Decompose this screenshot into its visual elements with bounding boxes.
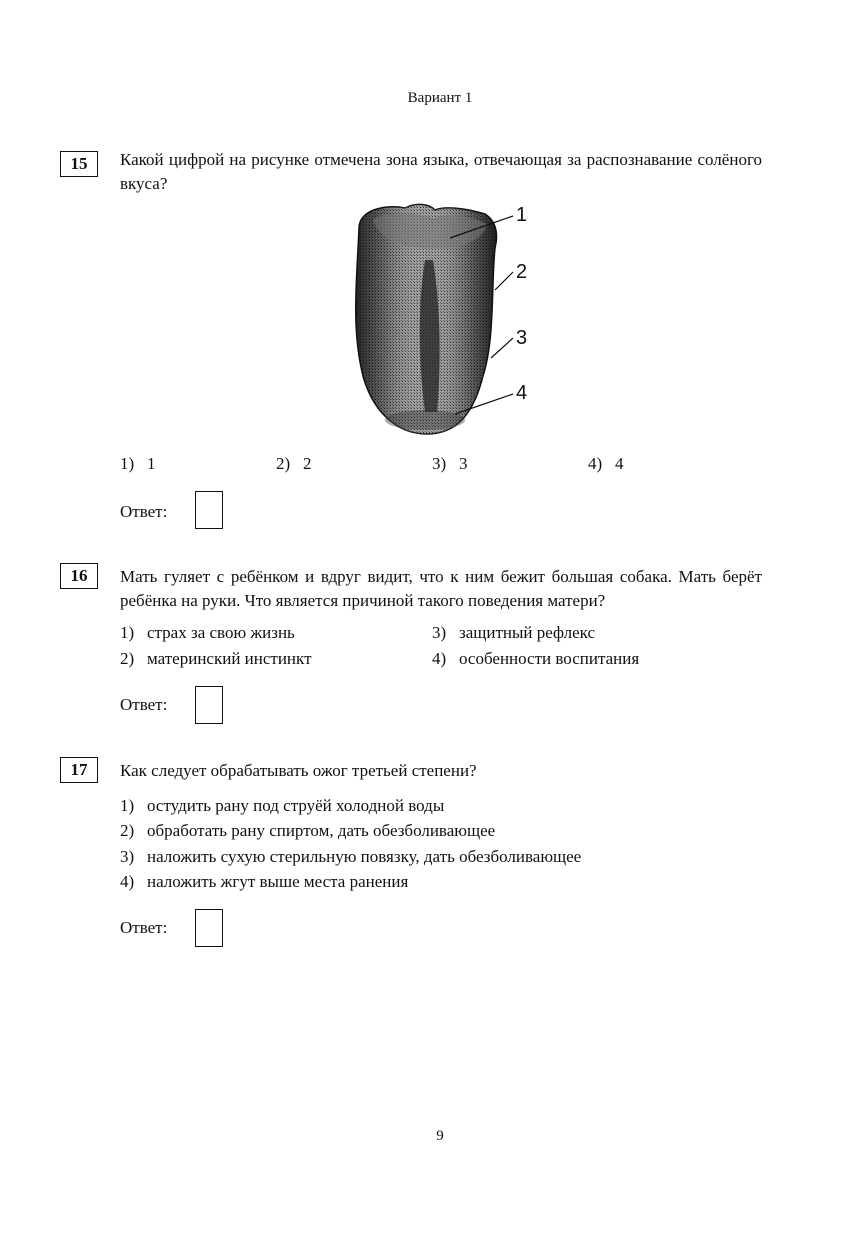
q17-option-1: 1) остудить рану под струёй холодной воды <box>120 796 445 815</box>
answer-box-15[interactable] <box>195 491 223 529</box>
q16-option-3: 3) защитный рефлекс <box>432 623 595 642</box>
q15-option-2: 2) 2 <box>276 454 312 473</box>
q17-option-4: 4) наложить жгут выше места ранения <box>120 872 409 891</box>
answer-label-17: Ответ: <box>120 918 168 937</box>
tongue-diagram <box>345 198 535 440</box>
answer-box-17[interactable] <box>195 909 223 947</box>
question-text-15: Какой цифрой на рисунке отмечена зона языка, отвечающая за распознавание солёного вкуса? <box>120 150 762 193</box>
page-number: 9 <box>436 1128 444 1144</box>
figure-label-1: 1 <box>516 204 528 226</box>
answer-box-16[interactable] <box>195 686 223 724</box>
q16-option-2: 2) материнский инстинкт <box>120 649 312 668</box>
figure-label-2: 2 <box>516 261 528 283</box>
question-number-15: 15 <box>60 151 98 177</box>
question-number-16: 16 <box>60 563 98 589</box>
q15-option-4: 4) 4 <box>588 454 624 473</box>
q16-option-4: 4) особенности воспитания <box>432 649 640 668</box>
answer-label-15: Ответ: <box>120 502 168 521</box>
answer-label-16: Ответ: <box>120 695 168 714</box>
figure-label-3: 3 <box>516 327 528 349</box>
variant-header: Вариант 1 <box>407 90 473 106</box>
question-number-17: 17 <box>60 757 98 783</box>
question-text-17: Как следует обрабатывать ожог третьей степени? <box>120 761 477 780</box>
q17-option-2: 2) обработать рану спиртом, дать обезболивающее <box>120 821 496 840</box>
q15-option-1: 1) 1 <box>120 454 156 473</box>
q16-option-1: 1) страх за свою жизнь <box>120 623 295 642</box>
question-text-16: Мать гуляет с ребёнком и вдруг видит, что к ним бежит большая собака. Мать берёт ребёнка на руки. Что является причиной такого поведения матери? <box>120 567 762 610</box>
figure-label-4: 4 <box>516 382 528 404</box>
q17-option-3: 3) наложить сухую стерильную повязку, дать обезболивающее <box>120 847 582 866</box>
q15-option-3: 3) 3 <box>432 454 468 473</box>
